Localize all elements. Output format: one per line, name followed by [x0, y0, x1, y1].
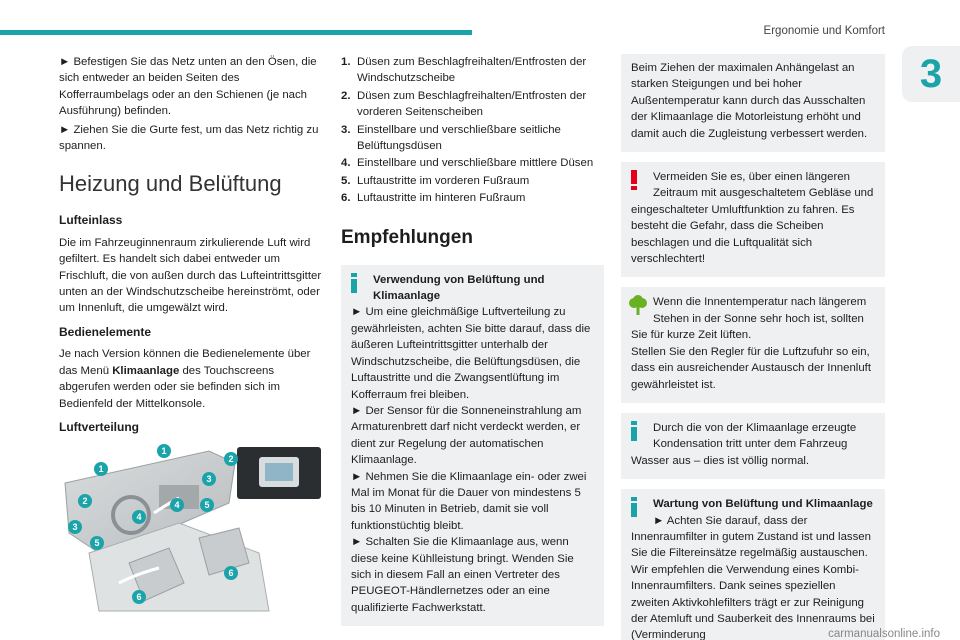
list-number: 6.: [341, 192, 351, 205]
callout-1b: [94, 462, 108, 476]
svg-text:2: 2: [82, 496, 88, 507]
list-item: [341, 155, 604, 171]
box-trailer-text: Beim Ziehen der maximalen Anhängelast an starken Steigungen und bei hoher Außentemperatur kann durch das Ausschalten der Klimaanlage die Motorleistung erhöht und damit auch die Zugleistung verbessert werden.: [631, 62, 868, 140]
intro-paragraph-1: ► Befestigen Sie das Netz unten an den Ösen, die sich entweder an beiden Seiten des Kofferraumbelags oder an den Schienen (je nach Ausführung) befinden.: [59, 56, 317, 118]
header-accent-bar: [0, 30, 472, 35]
info-icon: [631, 421, 637, 446]
controls-text-before: Je nach Version können die Bedienelemente über das Menü: [59, 348, 311, 377]
svg-text:6: 6: [228, 568, 234, 579]
list-text: Luftaustritte im vorderen Fußraum: [357, 174, 530, 187]
info-box-condensation: [621, 413, 885, 479]
air-outlet-list: [341, 54, 604, 207]
list-number: 1.: [341, 56, 351, 68]
box-usage-p4: ► Schalten Sie die Klimaanlage aus, wenn diese keine Kühlleistung bringt. Wenden Sie sich in diesem Fall an einen Vertreter des PEUGEOT-Händlernetzes oder an eine qualifizierte Fachwerkstatt.: [351, 536, 574, 614]
car-interior-illustration: [59, 443, 324, 615]
callout-6a: [224, 566, 238, 580]
svg-text:5: 5: [204, 500, 210, 511]
eco-box-ventilate: [621, 287, 885, 402]
warning-rest: eingeschalteter Umluftfunktion zu fahren. Es besteht die Gefahr, dass die Scheiben beschlagen und die Luftqualität sich verschlechtert!: [631, 203, 855, 266]
eco-lead: Wenn die Innentemperatur nach längerem Stehen in der Sonne sehr hoch ist, sollten: [653, 296, 867, 325]
watermark: carmanualsonline.info: [828, 628, 940, 640]
callout-4b: [132, 510, 146, 524]
list-item: [341, 54, 604, 87]
svg-text:6: 6: [136, 592, 142, 603]
subheading-distribution: Luftverteilung: [59, 419, 139, 434]
list-item: [341, 88, 604, 121]
list-text: Luftaustritte im hinteren Fußraum: [357, 192, 526, 205]
svg-text:2: 2: [228, 454, 234, 465]
intro-paragraph-2: ► Ziehen Sie die Gurte fest, um das Netz richtig zu spannen.: [59, 123, 319, 153]
controls-text-menu: Klimaanlage: [112, 364, 180, 377]
air-intake-text: Die im Fahrzeuginnenraum zirkulierende Luft wird gefiltert. Es handelt sich dabei entweder um Frischluft, die von außen durch das Lufteintrittsgitter unten an der Windschutzscheibe hereinströmt, oder um Innenluft, die umgewälzt wird.: [59, 236, 322, 315]
callout-3b: [68, 520, 82, 534]
warning-lead: Vermeiden Sie es, über einen längeren Zeitraum mit ausgeschaltetem Gebläse und: [653, 171, 874, 200]
callout-1a: [157, 444, 171, 458]
touchscreen-content: [265, 463, 293, 481]
svg-text:3: 3: [72, 522, 78, 533]
eco-rest-1: Sie für kurze Zeit lüften.: [631, 329, 752, 342]
box-usage-p3: ► Nehmen Sie die Klimaanlage ein- oder zwei Mal im Monat für die Dauer von mindestens 5 bis 10 Minuten in Betrieb, damit sie voll funktionstüchtig bleibt.: [351, 470, 587, 532]
svg-text:4: 4: [136, 512, 142, 523]
callout-3a: [202, 472, 216, 486]
column-middle: [341, 54, 604, 636]
eco-rest-2: Stellen Sie den Regler für die Luftzufuhr so ein, dass ein ausreichender Austausch der Innenluft gewährleistet ist.: [631, 345, 871, 391]
callout-6b: [132, 590, 146, 604]
note-box-trailer: [621, 54, 885, 152]
chapter-tab: [902, 46, 960, 102]
list-number: 4.: [341, 157, 351, 170]
callout-2a: [224, 452, 238, 466]
list-number: 2.: [341, 89, 351, 102]
controls-text-after: des Touchscreens abgerufen werden oder sie befinden sich im Bedienfeld der Mittelkonsole.: [59, 364, 280, 410]
heading-recommendations: Empfehlungen: [341, 226, 473, 248]
column-right: [621, 54, 885, 640]
heading-heating-ventilation: Heizung und Belüftung: [59, 171, 282, 197]
maintenance-rest: Innenraumfilter in gutem Zustand ist und lassen Sie die Filtereinsätze regelmäßig austauschen. Wir empfehlen die Verwendung eines Kombi-Innenraumfilters. Dank seines speziellen zweiten Aktivkohlefilters trägt er zur Reinigung der Atemluft und Sauberkeit des Innenraums bei (Verminderung: [631, 530, 875, 640]
warning-box-recirculation: [621, 162, 885, 277]
condensation-lead: Durch die von der Klimaanlage erzeugte Kondensation tritt unter dem Fahrzeug: [653, 421, 857, 451]
chapter-number: 3: [919, 51, 943, 96]
list-number: 5.: [341, 174, 351, 187]
callout-4a: [170, 498, 184, 512]
list-item: [341, 173, 604, 189]
list-number: 3.: [341, 123, 351, 136]
condensation-rest: Wasser aus – dies ist völlig normal.: [631, 454, 810, 467]
callout-5a: [200, 498, 214, 512]
list-text: Düsen zum Beschlagfreihalten/Entfrosten der vorderen Seitenscheiben: [357, 89, 587, 119]
box-usage-p2: ► Der Sensor für die Sonneneinstrahlung am Armaturenbrett darf nicht verdeckt werden, er dient zur Regelung der automatischen Klimaanlage.: [351, 404, 582, 467]
list-text: Einstellbare und verschließbare mittlere Düsen: [357, 157, 594, 170]
maintenance-title: Wartung von Belüftung und Klimaanlage: [653, 498, 873, 511]
box-usage-p1: ► Um eine gleichmäßige Luftverteilung zu gewährleisten, achten Sie bitte darauf, dass die äußeren Lufteintrittsgitter unterhalb der Windschutzscheibe, die Belüftungsdüsen, die Luftaustritte und die Zwangsentlüftung im Kofferraum frei bleiben.: [351, 306, 591, 401]
warning-icon: [631, 170, 637, 195]
list-text: Einstellbare und verschließbare seitliche Belüftungsdüsen: [357, 123, 561, 153]
box-title-usage: Verwendung von Belüftung und Klimaanlage: [373, 273, 545, 303]
svg-text:3: 3: [206, 474, 212, 485]
svg-text:1: 1: [161, 446, 167, 457]
list-item: [341, 190, 604, 206]
info-icon: [351, 273, 357, 298]
callout-5b: [90, 536, 104, 550]
column-left: [59, 54, 323, 615]
section-title: Ergonomie und Komfort: [763, 25, 885, 37]
maintenance-lead: ► Achten Sie darauf, dass der: [653, 514, 808, 527]
list-text: Düsen zum Beschlagfreihalten/Entfrosten der Windschutzscheibe: [357, 56, 587, 85]
subheading-air-intake: Lufteinlass: [59, 213, 123, 228]
svg-text:5: 5: [94, 538, 100, 549]
callout-2b: [78, 494, 92, 508]
info-icon: [631, 497, 637, 522]
air-distribution-diagram: [59, 443, 324, 615]
info-box-maintenance: [621, 489, 885, 640]
info-box-usage: [341, 265, 604, 627]
svg-text:4: 4: [174, 500, 180, 511]
controls-text: [59, 346, 323, 412]
list-item: [341, 122, 604, 155]
subheading-controls: Bedienelemente: [59, 324, 152, 339]
svg-text:1: 1: [98, 464, 104, 475]
eco-tree-icon: [629, 295, 647, 320]
